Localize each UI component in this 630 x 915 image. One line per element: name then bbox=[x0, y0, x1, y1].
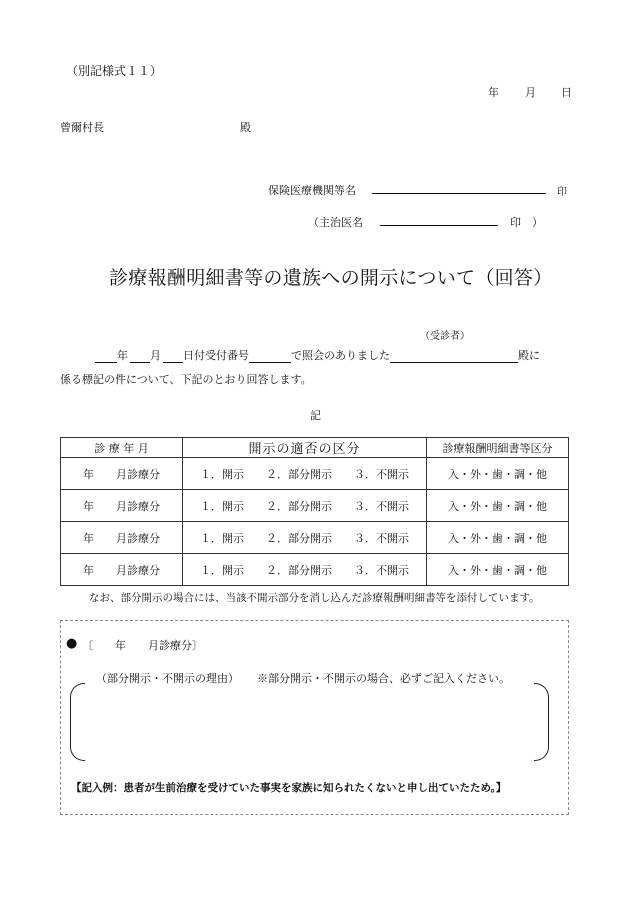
addressee-honorific: 殿 bbox=[240, 121, 251, 134]
table-row bbox=[61, 458, 569, 490]
table-row bbox=[61, 490, 569, 522]
bullet-icon: ● bbox=[66, 636, 78, 651]
reason-input[interactable] bbox=[88, 692, 528, 752]
month-label: 月 bbox=[150, 349, 161, 362]
disclosure-cell[interactable]: １．開示 ２．部分開示 ３．不開示 bbox=[183, 522, 427, 554]
period-cell[interactable]: 年 月診療分 bbox=[61, 522, 183, 554]
category-cell[interactable]: 入・外・歯・調・他 bbox=[427, 522, 569, 554]
month-field[interactable] bbox=[130, 350, 150, 363]
period-cell[interactable]: 年 月診療分 bbox=[61, 490, 183, 522]
patient-name-field[interactable] bbox=[390, 350, 518, 363]
doctor-field[interactable] bbox=[380, 213, 498, 226]
disclosure-cell[interactable]: １．開示 ２．部分開示 ３．不開示 bbox=[183, 490, 427, 522]
period-cell[interactable]: 年 月診療分 bbox=[61, 554, 183, 586]
table-row bbox=[61, 554, 569, 586]
reason-label: （部分開示・不開示の理由） bbox=[96, 672, 239, 685]
category-cell[interactable]: 入・外・歯・調・他 bbox=[427, 554, 569, 586]
header-category: 診療報酬明細書等区分 bbox=[427, 438, 569, 458]
table-row bbox=[61, 522, 569, 554]
header-disclosure: 開示の適否の区分 bbox=[183, 438, 427, 458]
date-month-label: 月 bbox=[525, 86, 536, 99]
category-cell[interactable]: 入・外・歯・調・他 bbox=[427, 490, 569, 522]
year-field[interactable] bbox=[95, 350, 117, 363]
disclosure-cell[interactable]: １．開示 ２．部分開示 ３．不開示 bbox=[183, 458, 427, 490]
header-period: 診 療 年 月 bbox=[61, 438, 183, 458]
category-cell[interactable]: 入・外・歯・調・他 bbox=[427, 458, 569, 490]
right-paren-icon bbox=[534, 683, 549, 761]
doctor-seal-mark: 印 ） bbox=[510, 216, 543, 229]
period-cell[interactable]: 年 月診療分 bbox=[61, 458, 183, 490]
reason-example: 【記入例：患者が生前治療を受けていた事実を家族に知られたくないと申し出ていたため。】 bbox=[71, 782, 507, 794]
attachment-note: なお、部分開示の場合には、当該不開示部分を消し込んだ診療報酬明細書等を添付しています。 bbox=[89, 592, 540, 604]
addressee-name: 曾爾村長 bbox=[60, 121, 104, 134]
document-title: 診療報酬明細書等の遺族への開示について（回答） bbox=[109, 267, 553, 289]
form-id: （別記様式１１） bbox=[66, 64, 163, 78]
disclosure-table bbox=[60, 437, 569, 586]
date-day-label: 日 bbox=[561, 86, 572, 99]
disclosure-cell[interactable]: １．開示 ２．部分開示 ３．不開示 bbox=[183, 554, 427, 586]
table-header-row bbox=[61, 438, 569, 458]
patient-honorific: 殿に bbox=[518, 349, 540, 362]
date-year-label: 年 bbox=[488, 86, 499, 99]
patient-note: （受診者） bbox=[420, 331, 470, 342]
day-field[interactable] bbox=[163, 350, 183, 363]
institution-field[interactable] bbox=[372, 181, 546, 194]
inquiry-text: で照会のありました bbox=[291, 349, 390, 362]
reason-period-label: 〔 年 月診療分〕 bbox=[82, 639, 203, 652]
left-paren-icon bbox=[70, 683, 85, 761]
inquiry-line bbox=[95, 347, 540, 363]
institution-seal-mark: 印 bbox=[557, 187, 567, 198]
receipt-number-field[interactable] bbox=[249, 350, 291, 363]
institution-label: 保険医療機関等名 bbox=[268, 184, 356, 197]
reason-instruction: ※部分開示・不開示の場合、必ずご記入ください。 bbox=[257, 672, 510, 685]
receipt-label: 日付受付番号 bbox=[183, 349, 249, 362]
body-line-2: 係る標記の件について、下記のとおり回答します。 bbox=[60, 373, 312, 386]
ki-label: 記 bbox=[310, 409, 321, 422]
doctor-label: （主治医名 bbox=[308, 216, 363, 229]
year-label: 年 bbox=[117, 349, 128, 362]
